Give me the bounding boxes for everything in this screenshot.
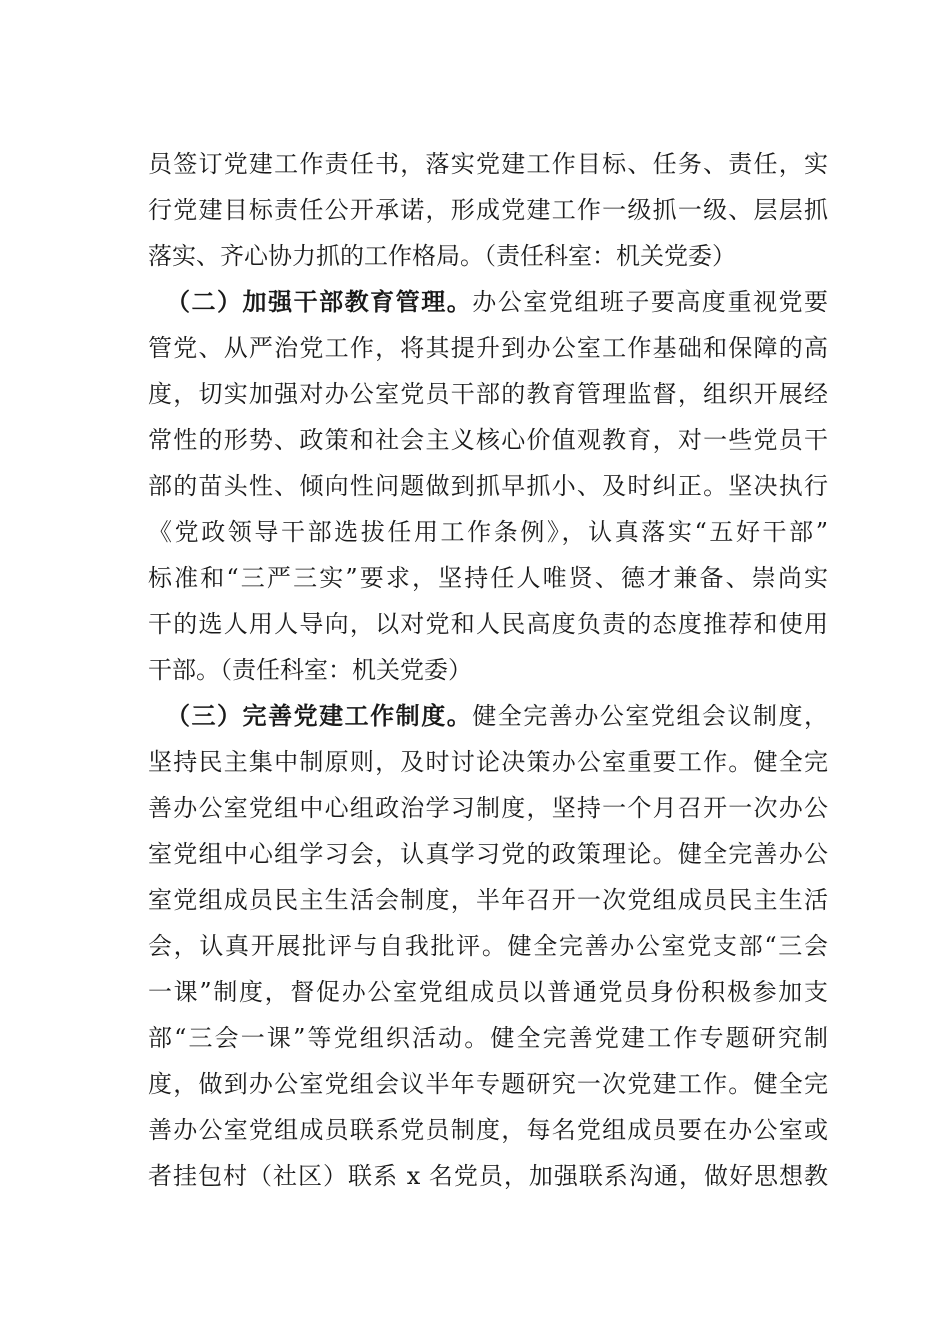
section-heading: （二）加强干部教育管理。 [166,288,473,316]
paragraph-3-first-line [148,693,828,739]
paragraph-2 [148,279,828,693]
paragraph-1-line: 落实、齐心协力抓的工作格局。（责任科室：机关党委） [148,242,736,270]
paragraph-3-line: 坚持民主集中制原则，及时讨论决策办公室重要工作。健全完 [148,748,828,776]
paragraph-3-line: 室党组成员民主生活会制度，半年召开一次党组成员民主生活 [148,886,828,914]
paragraph-3 [148,693,828,1199]
paragraph-2-line: 管党、从严治党工作，将其提升到办公室工作基础和保障的高 [148,334,828,362]
paragraph-2-first-line-text: 办公室党组班子要高度重视党要 [472,288,828,316]
paragraph-3-first-line-text: 健全完善办公室党组会议制度， [472,702,828,730]
paragraph-1-line: 员签订党建工作责任书，落实党建工作目标、任务、责任，实 [148,150,828,178]
paragraph-2-line: 《党政领导干部选拔任用工作条例》，认真落实“五好干部” [148,518,828,546]
paragraph-2-line: 干部。（责任科室：机关党委） [148,656,472,684]
paragraph-3-line: 善办公室党组成员联系党员制度，每名党组成员要在办公室或 [148,1116,828,1144]
paragraph-1 [148,141,828,279]
paragraph-3-line: 者挂包村（社区）联系 x 名党员，加强联系沟通，做好思想教 [148,1162,828,1190]
paragraph-3-line: 度，做到办公室党组会议半年专题研究一次党建工作。健全完 [148,1070,828,1098]
paragraph-2-line: 部的苗头性、倾向性问题做到抓早抓小、及时纠正。坚决执行 [148,472,828,500]
paragraph-3-line: 一课”制度，督促办公室党组成员以普通党员身份积极参加支 [148,978,828,1006]
paragraph-2-line: 干的选人用人导向，以对党和人民高度负责的态度推荐和使用 [148,610,828,638]
paragraph-2-line: 标准和“三严三实”要求，坚持任人唯贤、德才兼备、崇尚实 [148,564,828,592]
paragraph-2-line: 常性的形势、政策和社会主义核心价值观教育，对一些党员干 [148,426,828,454]
document-body [148,141,828,1199]
paragraph-3-line: 室党组中心组学习会，认真学习党的政策理论。健全完善办公 [148,840,828,868]
paragraph-3-line: 部“三会一课”等党组织活动。健全完善党建工作专题研究制 [148,1024,828,1052]
paragraph-3-line: 会，认真开展批评与自我批评。健全完善办公室党支部“三会 [148,932,828,960]
paragraph-1-line: 行党建目标责任公开承诺，形成党建工作一级抓一级、层层抓 [148,196,828,224]
paragraph-2-first-line [148,279,828,325]
paragraph-3-line: 善办公室党组中心组政治学习制度，坚持一个月召开一次办公 [148,794,828,822]
section-heading: （三）完善党建工作制度。 [166,702,473,730]
paragraph-2-line: 度，切实加强对办公室党员干部的教育管理监督，组织开展经 [148,380,828,408]
